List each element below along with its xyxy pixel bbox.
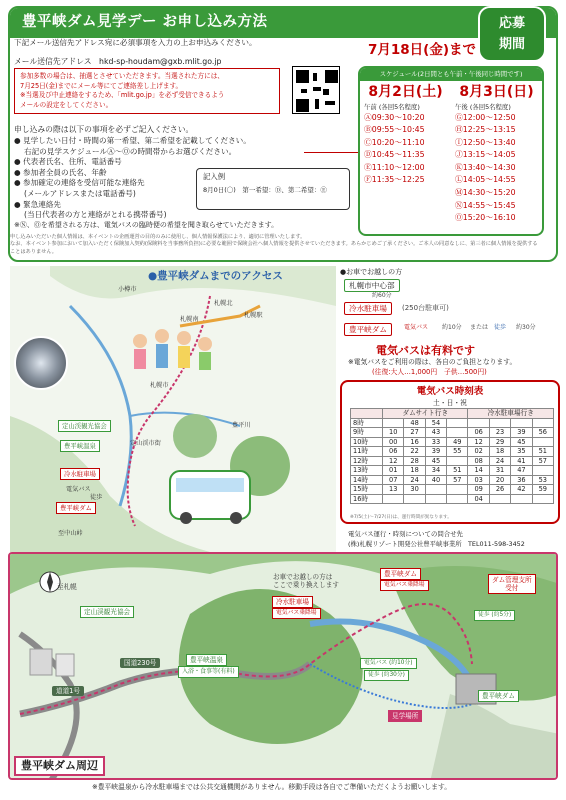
area-map-title: 豊平峡ダム周辺 [14, 756, 105, 776]
privacy-line1: 申し込みいただいた個人情報は、本イベントの企画運営の目的のみに使用し、個人情報保護法により、適切に管理いたします。 [10, 234, 306, 240]
timetable-minute-dam: 30 [404, 485, 425, 495]
map-label-sapporo-minami: 札幌南 [180, 316, 199, 323]
timetable-minute-parking: 41 [511, 456, 532, 466]
schedule-sub: 午後 (各回5名程度) [455, 102, 511, 111]
timetable-minute-dam [447, 428, 468, 438]
qr-code[interactable] [292, 66, 340, 114]
timetable-minute-dam: 39 [425, 447, 446, 457]
arrow-line [304, 152, 364, 153]
map-label-sapporo-station: 札幌駅 [244, 312, 263, 319]
timetable-minute-dam: 27 [404, 428, 425, 438]
area-car-note: お車でお越しの方は ここで乗り換えします [273, 573, 339, 590]
timetable-minute-dam: 07 [383, 475, 404, 485]
table-row [351, 466, 554, 476]
schedule-sub: 午前 (各回5名程度) [364, 102, 420, 111]
map-label-jozankei-town: 定山渓市街 [130, 440, 161, 447]
timetable-minute-parking: 53 [532, 475, 553, 485]
timetable-minute-parking: 29 [489, 437, 510, 447]
map-label-ebus: 電気バス [66, 486, 91, 493]
bus-fee-note: ※電気バスをご利用の際は、各自のご負担となります。 [348, 358, 517, 366]
timetable-minute-dam: 48 [404, 418, 425, 428]
timetable-hour: 12時 [351, 456, 383, 466]
deadline-text: 7月18日(金)まで [368, 42, 477, 58]
timetable-minute-dam [425, 494, 446, 504]
mail-address-link[interactable]: hkd-sp-houdam@gxb.mlit.go.jp [99, 57, 222, 66]
map-label-otaru: 小樽市 [118, 286, 137, 293]
schedule-box [358, 66, 544, 236]
route-head: ●お車でお越しの方 [340, 268, 403, 276]
timetable-minute-parking: 56 [532, 428, 553, 438]
timetable-minute-dam: 51 [447, 466, 468, 476]
area-parking: 冷水駐車場 [272, 596, 313, 608]
timetable-minute-parking [489, 418, 510, 428]
table-row [351, 437, 554, 447]
intro-text: 下記メール送信先アドレス宛に必須事項を入力の上お申込みください。 [14, 38, 257, 47]
timetable-minute-parking: 02 [468, 447, 489, 457]
timetable-minute-parking: 18 [489, 447, 510, 457]
timetable-minute-parking: 36 [511, 475, 532, 485]
time-slot: Ⓝ14:55～15:45 [455, 200, 516, 210]
note-line3: ※当選及び中止連絡をするため、「mlit.go.jp」を必ず受信できるよう [20, 91, 225, 99]
table-row [351, 447, 554, 457]
area-route-1: 道道1号 [52, 686, 84, 696]
schedule-header: スケジュール(2日間とも午前・午後同じ時間です) [360, 68, 542, 81]
timetable-minute-parking: 23 [489, 428, 510, 438]
timetable-minute-dam [447, 485, 468, 495]
timetable-minute-parking [489, 494, 510, 504]
timetable-minute-dam [447, 418, 468, 428]
timetable-box [340, 380, 560, 524]
area-jozankei: 定山渓観光協会 [80, 606, 134, 618]
map-label-sapporo-city: 札幌市 [150, 382, 169, 389]
timetable-minute-parking: 57 [532, 456, 553, 466]
badge-line1: 応募 [498, 16, 525, 31]
timetable-minute-parking: 06 [468, 428, 489, 438]
timetable-minute-parking: 42 [511, 485, 532, 495]
timetable-minute-parking: 14 [468, 466, 489, 476]
timetable-minute-dam: 13 [383, 485, 404, 495]
time-slot: Ⓓ10:45～11:35 [364, 150, 425, 160]
privacy-note [10, 234, 540, 256]
application-period-badge [478, 6, 546, 62]
timetable-hour: 14時 [351, 475, 383, 485]
route-or: または [470, 324, 489, 331]
route-time2: 約10分 [442, 324, 462, 331]
map-label-jozankei: 定山渓観光協会 [58, 420, 111, 432]
schedule-col-day2 [451, 81, 542, 225]
list-item: ● 緊急連絡先 [14, 200, 314, 211]
timetable-title: 電気バス時刻表 [416, 386, 484, 397]
timetable-minute-dam [383, 418, 404, 428]
timetable-minute-parking: 45 [511, 437, 532, 447]
timetable-minute-parking: 59 [532, 485, 553, 495]
list-item: ● 参加者全員の氏名、年齢 [14, 168, 314, 179]
timetable-minute-parking: 12 [468, 437, 489, 447]
timetable-minute-dam: 01 [383, 466, 404, 476]
timetable-body [351, 418, 554, 504]
timetable-minute-dam: 43 [425, 428, 446, 438]
example-text: 8月0日(〇) 第一希望：Ⓓ、第二希望：Ⓔ [203, 186, 327, 195]
timetable-minute-dam: 45 [425, 456, 446, 466]
page-title: 豊平峡ダム見学デー お申し込み方法 [22, 14, 268, 30]
inquiry-line2: (株)札幌リゾート開発公社豊平峡事業所 TEL011-598-3452 [348, 539, 525, 548]
route-time3: 約30分 [516, 324, 536, 331]
table-row [351, 485, 554, 495]
timetable-minute-dam: 55 [447, 447, 468, 457]
route-dam: 豊平峡ダム [344, 323, 392, 336]
timetable-minute-dam: 33 [425, 437, 446, 447]
timetable-hour: 11時 [351, 447, 383, 457]
table-row [351, 456, 554, 466]
timetable-col-hour [351, 409, 383, 419]
map-label-parking: 冷水駐車場 [60, 468, 100, 480]
timetable-minute-parking: 03 [468, 475, 489, 485]
area-dam-label: 豊平峡ダム [478, 690, 519, 702]
timetable-minute-dam: 18 [404, 466, 425, 476]
badge-line2: 期間 [498, 37, 525, 52]
timetable-minute-dam [425, 485, 446, 495]
route-time1: 約60分 [372, 292, 392, 299]
timetable-hour: 9時 [351, 428, 383, 438]
time-slot: Ⓙ13:15～14:05 [455, 150, 516, 160]
time-slot: Ⓔ11:10～12:00 [364, 162, 425, 172]
route-parking-note: (250台駐車可) [402, 304, 449, 312]
time-slot: Ⓑ09:55～10:45 [364, 125, 425, 135]
route-start: 札幌市中心部 [344, 279, 400, 292]
timetable-minute-dam: 16 [404, 437, 425, 447]
route-walk: 徒歩 [494, 324, 507, 331]
bus-fare: (往復:大人…1,000円 子供…500円) [372, 368, 487, 376]
list-item: ● 代表者氏名、住所、電話番号 [14, 157, 314, 168]
list-item: ● 見学したい日付・時間の第一希望、第二希望を記載してください。 [14, 136, 314, 147]
area-walk: 徒歩 (約30分) [364, 670, 409, 681]
dam-tunnel-photo [14, 336, 68, 390]
timetable-col-dam: ダムサイト行き [383, 409, 468, 419]
timetable-minute-parking [468, 418, 489, 428]
footnote: ※豊平峡温泉から冷水駐車場までは公共交通機関がありません。移動手段は各自でご準備いただくようお願いします。 [92, 783, 451, 791]
timetable-hour: 8時 [351, 418, 383, 428]
list-item: (メールアドレスまたは電話番号) [24, 188, 136, 198]
timetable-minute-parking [532, 418, 553, 428]
route-ebus: 電気バス [404, 324, 429, 331]
area-to-sapporo: 至札幌 [57, 583, 77, 591]
time-slot: Ⓕ11:35～12:25 [364, 175, 425, 185]
example-box [196, 168, 350, 210]
timetable-minute-parking: 39 [511, 428, 532, 438]
nl-bus-note: ※Ⓝ、Ⓞを希望される方は、電気バスの臨時便の希望を聞き取らせていただきます。 [14, 221, 279, 229]
timetable-minute-parking: 47 [511, 466, 532, 476]
timetable-minute-dam [383, 494, 404, 504]
requirements-title: 申し込みの際は以下の事項を必ずご記入ください。 [14, 125, 194, 134]
timetable-minute-dam: 54 [425, 418, 446, 428]
area-onsen-sub: 入浴・食事等(有料) [178, 666, 239, 678]
area-ebus: 電気バス (約10分) [360, 658, 417, 669]
table-row [351, 475, 554, 485]
time-slot: Ⓚ13:40～14:30 [455, 162, 516, 172]
timetable-minute-parking: 20 [489, 475, 510, 485]
timetable-hour: 16時 [351, 494, 383, 504]
time-slot: Ⓒ10:20～11:10 [364, 137, 425, 147]
area-dam: 豊平峡ダム [380, 568, 421, 580]
timetable-col-parking: 冷水駐車場行き [468, 409, 554, 419]
list-item: 右記の見学スケジュールⒶ～Ⓞの時間帯からお選びください。 [24, 146, 237, 156]
timetable-minute-dam: 28 [404, 456, 425, 466]
access-title: ●豊平峡ダムまでのアクセス [148, 270, 283, 282]
timetable-minute-dam: 34 [425, 466, 446, 476]
timetable-minute-parking: 04 [468, 494, 489, 504]
lottery-note [14, 68, 280, 114]
schedule-date: 8月3日(日) [459, 84, 534, 100]
timetable-minute-dam: 22 [404, 447, 425, 457]
list-item: (当日代表者の方と連絡がとれる携帯番号) [24, 210, 167, 220]
timetable-minute-dam [447, 494, 468, 504]
map-label-onsen: 豊平峡温泉 [60, 440, 100, 452]
inquiry [348, 530, 525, 549]
time-slot: Ⓛ14:05～14:55 [455, 175, 516, 185]
timetable-minute-dam: 10 [383, 428, 404, 438]
area-walk5: 徒歩 (約5分) [474, 610, 515, 621]
timetable-minute-parking: 26 [489, 485, 510, 495]
table-row [351, 494, 554, 504]
time-slot: Ⓗ12:25～13:15 [455, 125, 516, 135]
timetable-minute-dam: 49 [447, 437, 468, 447]
timetable-minute-parking: 51 [532, 447, 553, 457]
timetable-minute-dam: 00 [383, 437, 404, 447]
timetable-table [350, 408, 554, 504]
timetable-minute-dam: 12 [383, 456, 404, 466]
map-label-sapporo-kita: 札幌北 [214, 300, 233, 307]
timetable-minute-dam [404, 494, 425, 504]
area-dam-sub: 電気バス乗降場 [380, 580, 429, 591]
title-bar [10, 8, 556, 38]
inquiry-line1: 電気バス運行・時刻についての問合せ先 [348, 530, 463, 538]
time-slot: Ⓖ12:00～12:50 [455, 112, 516, 122]
timetable-minute-parking [532, 437, 553, 447]
timetable-minute-dam: 40 [425, 475, 446, 485]
note-line2: 7月25日(金)までにメール等にてご連絡差し上げます。 [20, 81, 183, 90]
table-row [351, 418, 554, 428]
timetable-subtitle: 土・日・祝 [433, 399, 467, 407]
note-line4: メールの設定をしてください。 [20, 100, 113, 109]
mail-label: メール送信先アドレス [14, 57, 92, 66]
map-label-walk: 徒歩 [90, 494, 103, 501]
timetable-minute-parking: 08 [468, 456, 489, 466]
list-item: ● 参加確定の連絡を受信可能な連絡先 [14, 178, 314, 189]
area-onsen: 豊平峡温泉 [186, 654, 227, 666]
timetable-minute-parking: 09 [468, 485, 489, 495]
area-parking-sub: 電気バス乗降場 [272, 608, 321, 619]
timetable-minute-dam: 57 [447, 475, 468, 485]
map-label-shikotsu: 至中山峠 [58, 530, 83, 537]
time-slot: Ⓘ12:50～13:40 [455, 137, 516, 147]
timetable-hour: 10時 [351, 437, 383, 447]
timetable-minute-parking: 24 [489, 456, 510, 466]
timetable-minute-dam [447, 456, 468, 466]
timetable-hour: 13時 [351, 466, 383, 476]
route-parking: 冷水駐車場 [344, 302, 392, 315]
mail-line [14, 57, 221, 67]
time-slot: Ⓜ14:30～15:20 [455, 188, 516, 198]
timetable-minute-dam: 06 [383, 447, 404, 457]
timetable-minute-parking [511, 494, 532, 504]
map-label-toyohira-river: 豊平川 [232, 422, 251, 429]
area-kengaku: 見学場所 [388, 710, 422, 722]
table-row [351, 428, 554, 438]
schedule-col-day1 [360, 81, 451, 225]
area-office: ダム管理支所 受付 [488, 574, 536, 594]
schedule-date: 8月2日(土) [368, 84, 443, 100]
area-route-230: 国道230号 [120, 658, 160, 668]
timetable-minute-parking [511, 418, 532, 428]
timetable-hour: 15時 [351, 485, 383, 495]
timetable-minute-parking: 31 [489, 466, 510, 476]
bus-fee-heading: 電気バスは有料です [376, 344, 475, 357]
timetable-minute-parking [532, 466, 553, 476]
time-slot: Ⓞ15:20～16:10 [455, 213, 516, 223]
time-slot: Ⓐ09:30～10:20 [364, 112, 425, 122]
timetable-foot: ※7/5(土)～7/27(日)は、運行時間が異なります。 [350, 515, 452, 520]
timetable-minute-parking [532, 494, 553, 504]
map-label-dam: 豊平峡ダム [56, 502, 96, 514]
timetable-minute-parking: 35 [511, 447, 532, 457]
privacy-line2: なお、本イベント参加において加入いただく保険加入契約(保険料を当事務所負担)に必要な範囲で保険会社へ個人情報を提供させていただきます。あらかじめご了承ください。ご本人の同意なしに、第三者に個人情報を提供することはありません。 [10, 241, 538, 255]
example-label: 記入例 [203, 172, 226, 181]
timetable-minute-dam: 24 [404, 475, 425, 485]
note-line1: 参加多数の場合は、抽選とさせていただきます。当選された方には、 [20, 72, 224, 80]
